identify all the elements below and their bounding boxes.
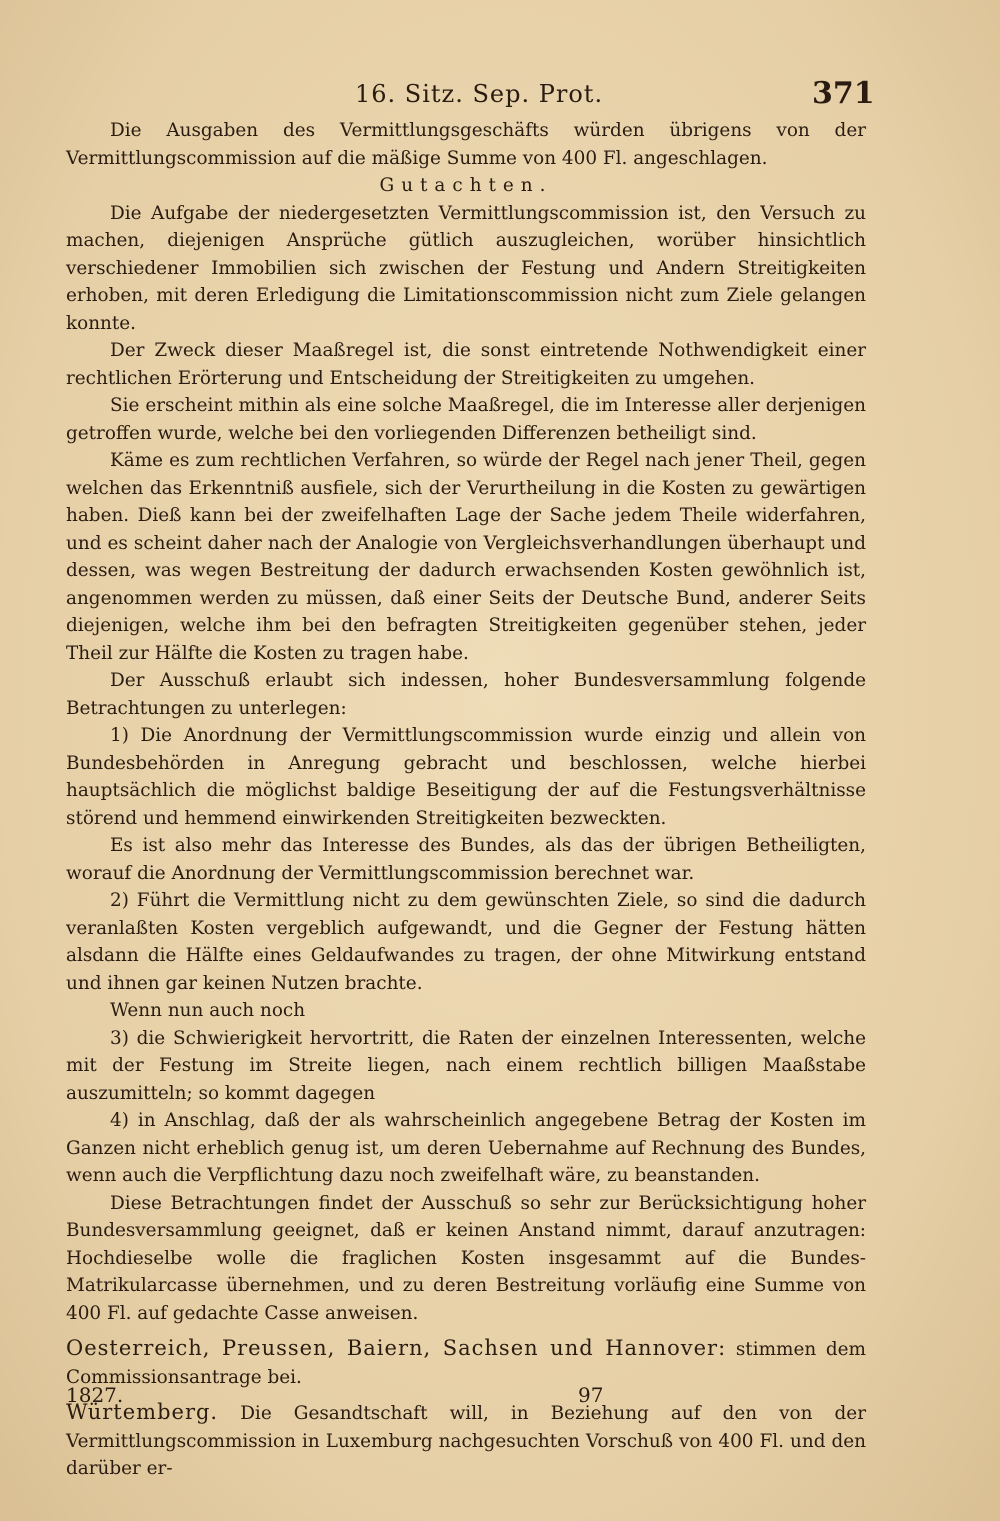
- states-vote: stimmen dem Commissionsantrage bei.: [66, 1339, 866, 1388]
- paragraph-7: 1) Die Anordnung der Vermittlungscommission wurde einzig und allein von Bundesbehörden in Anregung gebracht und beschlossen, welche hierbei hauptsächlich die möglichst baldige Beseitigung der auf die Festungsverhältnisse störend und hemmend einwirkenden Streitigkeiten bezweckten.: [66, 725, 866, 829]
- page-footer: [0, 1383, 1000, 1413]
- page-number: 371: [812, 76, 875, 111]
- paragraph-4: Sie erscheint mithin als eine solche Maaßregel, die im Interesse aller derjenigen getroffen wurde, welche bei den vorliegenden Differenzen betheiligt sind.: [66, 395, 866, 444]
- paragraph-10: Wenn nun auch noch: [110, 1000, 306, 1021]
- paragraph-5: Käme es zum rechtlichen Verfahren, so würde der Regel nach jener Theil, gegen welchen das Erkenntniß ausfiele, sich der Verurtheilung in die Kosten zu gewärtigen haben. Dieß kann bei der zweifelhaften Lage der Sache jedem Theile widerfahren, und es scheint daher nach der Analogie von Vergleichsverhandlungen überhaupt und dessen, was wegen Bestreitung der dadurch erwachsenden Kosten gewöhnlich ist, angenommen werden zu müssen, daß einer Seits der Deutsche Bund, anderer Seits diejenigen, welche ihm bei den befragten Streitigkeiten gegenüber stehen, jeder Theil zur Hälfte die Kosten zu tragen habe.: [66, 450, 866, 664]
- paragraph-13: Diese Betrachtungen findet der Ausschuß so sehr zur Berücksichtigung hoher Bundesversammlung geeignet, daß er keinen Anstand nimmt, darauf anzutragen: Hochdieselbe wolle die fraglichen Kosten insgesammt auf die Bundes-Matrikularcasse übernehmen, und zu deren Bestreitung vorläufig eine Summe von 400 Fl. auf gedachte Casse anweisen.: [66, 1192, 866, 1324]
- footer-year: 1827.: [66, 1383, 124, 1407]
- state-statement: Die Gesandtschaft will, in Beziehung auf den von der Vermittlungscommission in Luxemburg nachgesuchten Vorschuß von 400 Fl. und den darüber er-: [66, 1403, 866, 1479]
- paragraph-8: Es ist also mehr das Interesse des Bundes, als das der übrigen Betheiligten, worauf die Anordnung der Vermittlungscommission berechnet war.: [66, 835, 866, 884]
- paragraph-1: Die Ausgaben des Vermittlungsgeschäfts würden übrigens von der Vermittlungscommission auf die mäßige Summe von 400 Fl. angeschlagen.: [66, 120, 866, 169]
- paragraph-12: 4) in Anschlag, daß der als wahrscheinlich angegebene Betrag der Kosten im Ganzen nicht erheblich genug ist, um deren Uebernahme auf Rechnung des Bundes, wenn auch die Verpflichtung dazu noch zweifelhaft wäre, zu beanstanden.: [66, 1110, 866, 1186]
- page-header: [0, 76, 1000, 116]
- paragraph-9: 2) Führt die Vermittlung nicht zu dem gewünschten Ziele, so sind die dadurch veranlaßten Kosten vergeblich aufgewandt, und die Gegner der Festung hätten alsdann die Hälfte eines Geldaufwandes zu tragen, der ohne Mitwirkung entstand und ihnen gar keinen Nutzen brachte.: [66, 890, 866, 994]
- paragraph-11: 3) die Schwierigkeit hervortritt, die Raten der einzelnen Interessenten, welche mit der Festung im Streite liegen, nach einem rechtlich billigen Maaßstabe auszumitteln; so kommt dagegen: [66, 1027, 866, 1104]
- paragraph-3: Der Zweck dieser Maaßregel ist, die sonst eintretende Nothwendigkeit einer rechtlichen Erörterung und Entscheidung der Streitigkeiten zu umgehen.: [66, 340, 866, 389]
- state-name: Würtemberg.: [66, 1400, 219, 1424]
- paragraph-2: Die Aufgabe der niedergesetzten Vermittlungscommission ist, den Versuch zu machen, diejenigen Ansprüche gütlich auszugleichen, worüber hinsichtlich verschiedener Immobilien sich zwischen der Festung und Andern Streitigkeiten erhoben, mit deren Erledigung die Limitationscommission nicht zum Ziele gelangen konnte.: [66, 202, 866, 334]
- section-heading: Gutachten.: [379, 175, 553, 196]
- states-names: Oesterreich, Preussen, Baiern, Sachsen und Hannover:: [66, 1336, 727, 1360]
- running-head: 16. Sitz. Sep. Prot.: [355, 80, 604, 108]
- body-text: [66, 117, 866, 1483]
- paragraph-6: Der Ausschuß erlaubt sich indessen, hoher Bundesversammlung folgende Betrachtungen zu unterlegen:: [66, 670, 866, 719]
- footer-signature: 97: [578, 1383, 604, 1407]
